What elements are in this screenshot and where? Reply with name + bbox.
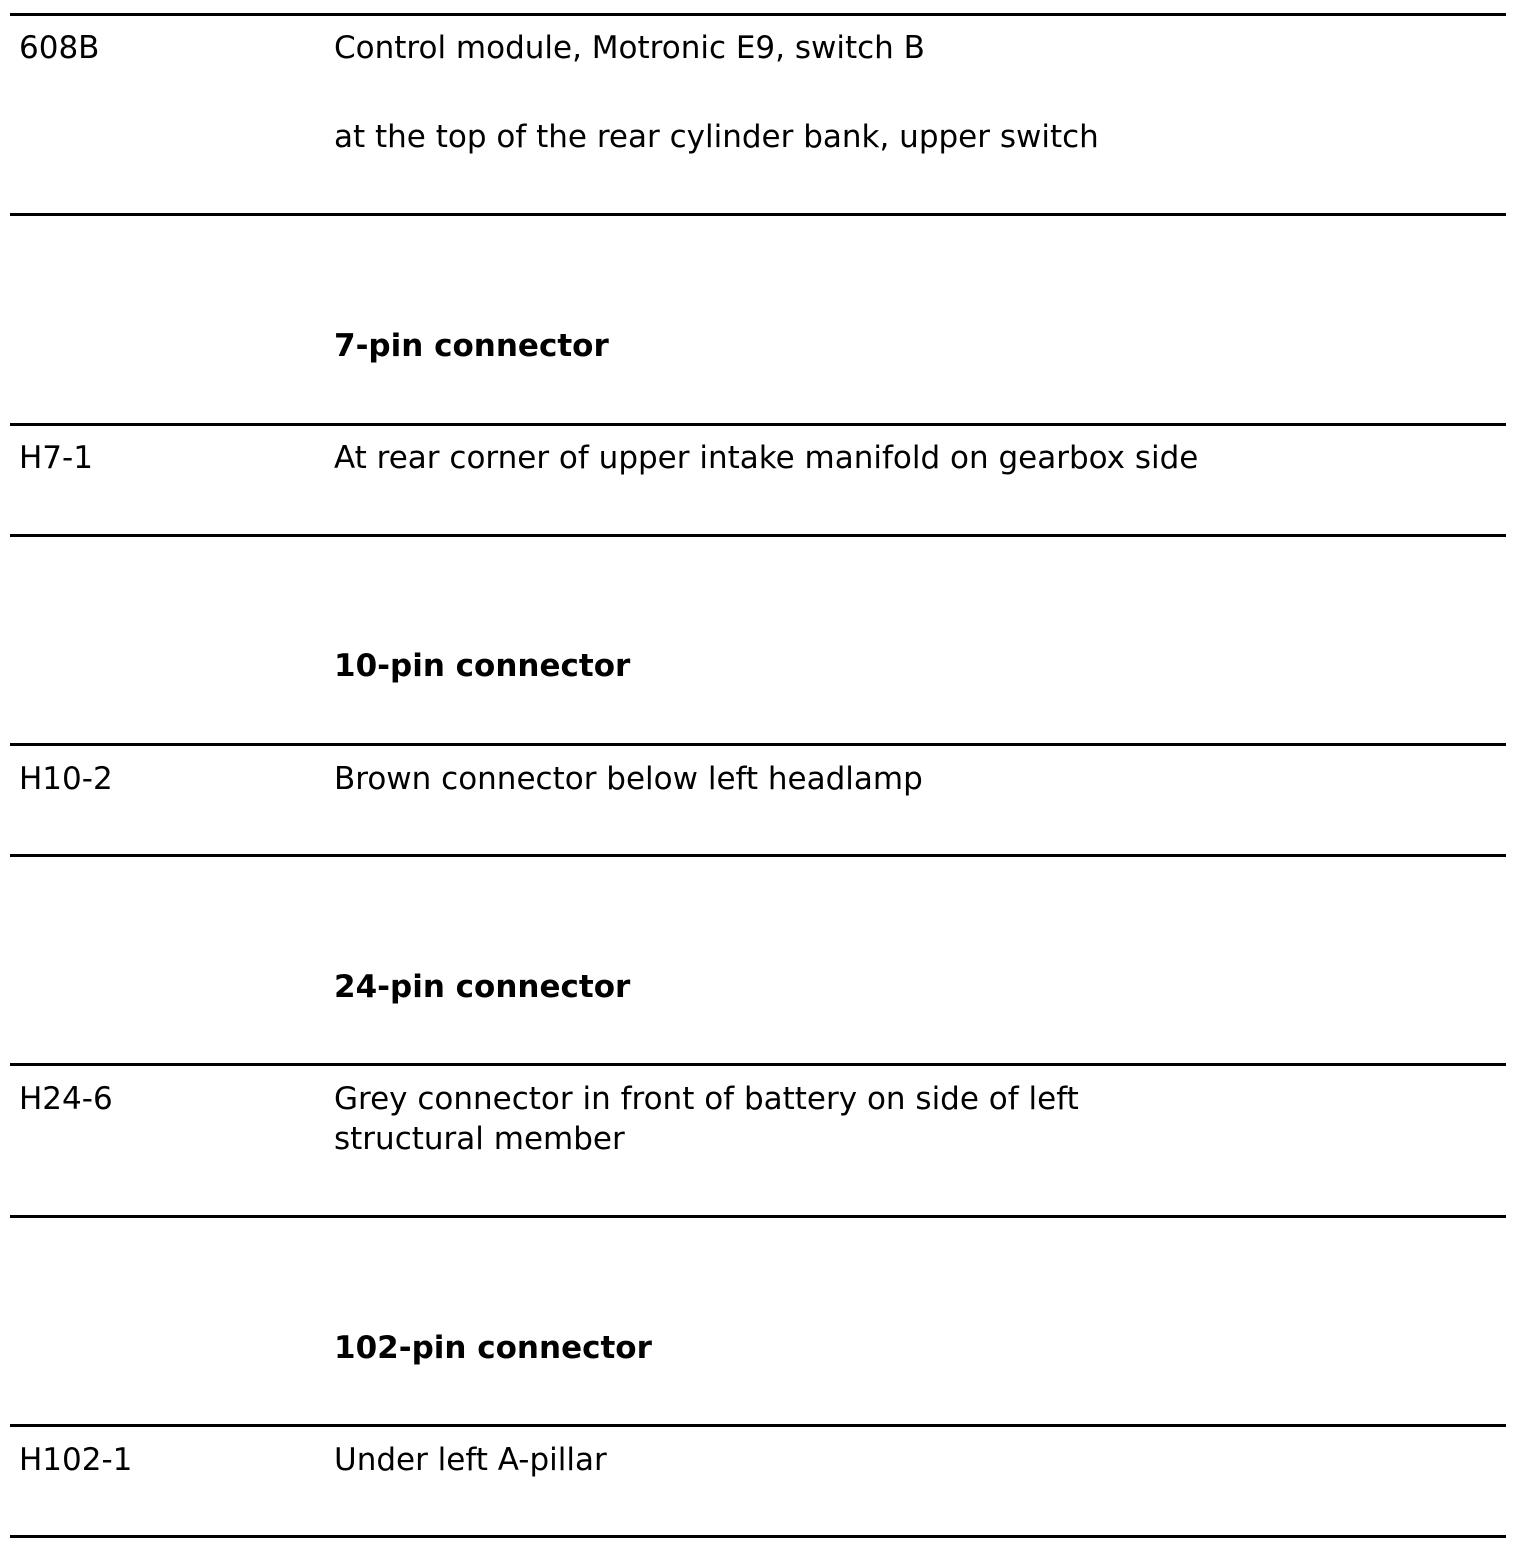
- row-divider: [10, 423, 1506, 426]
- row-divider: [10, 1063, 1506, 1066]
- section-heading: 102-pin connector: [334, 1330, 652, 1366]
- connector-description: Grey connector in front of battery on side of left structural member: [334, 1081, 1079, 1157]
- connector-description: Brown connector below left headlamp: [334, 761, 923, 797]
- row-divider: [10, 13, 1506, 16]
- row-divider: [10, 1215, 1506, 1218]
- connector-code: H7-1: [19, 440, 93, 476]
- row-divider: [10, 854, 1506, 857]
- section-heading: 10-pin connector: [334, 648, 631, 684]
- section-heading: 24-pin connector: [334, 969, 631, 1005]
- row-divider: [10, 213, 1506, 216]
- row-divider: [10, 1535, 1506, 1538]
- section-heading: 7-pin connector: [334, 328, 609, 364]
- row-divider: [10, 743, 1506, 746]
- component-description: Control module, Motronic E9, switch B: [334, 30, 925, 66]
- row-divider: [10, 534, 1506, 537]
- connector-code: H10-2: [19, 761, 113, 797]
- connector-description: Under left A-pillar: [334, 1442, 607, 1478]
- component-location: at the top of the rear cylinder bank, upper switch: [334, 119, 1099, 155]
- connector-code: H24-6: [19, 1081, 113, 1117]
- connector-description: At rear corner of upper intake manifold on gearbox side: [334, 440, 1199, 476]
- connector-code: H102-1: [19, 1442, 133, 1478]
- row-divider: [10, 1424, 1506, 1427]
- component-code: 608B: [19, 30, 100, 66]
